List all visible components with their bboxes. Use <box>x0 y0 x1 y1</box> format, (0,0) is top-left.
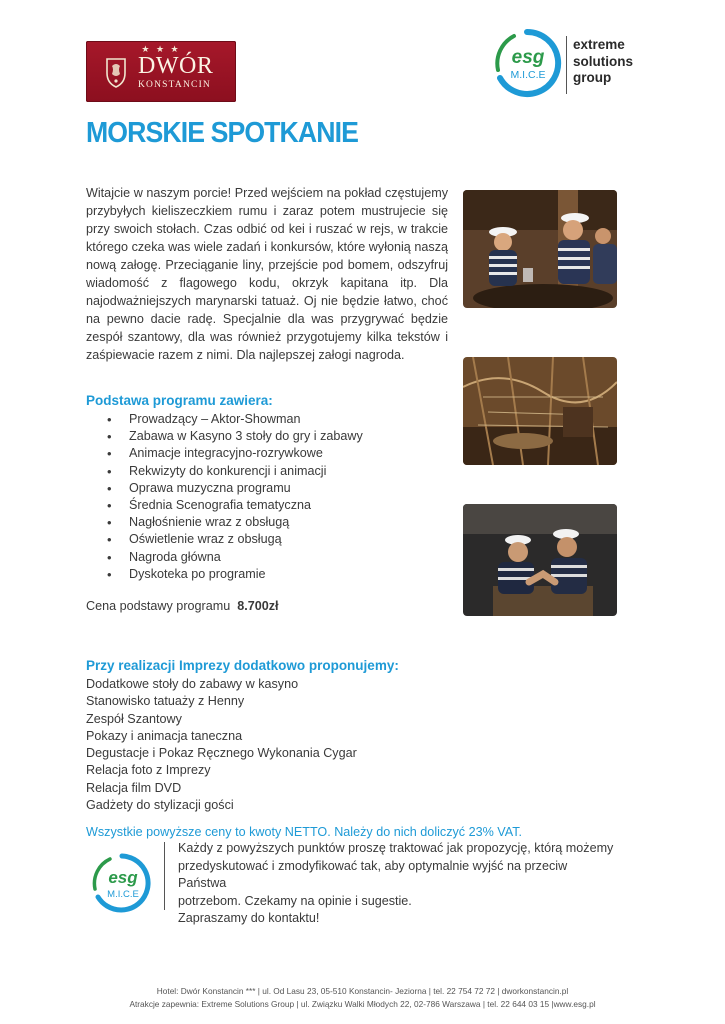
partner-logo-word: solutions <box>573 53 633 69</box>
closing-text <box>178 840 618 928</box>
list-item: Zespół Szantowy <box>86 711 182 726</box>
closing-line: Zapraszamy do kontaktu! <box>178 911 320 925</box>
price-label: Cena podstawy programu <box>86 599 231 613</box>
page-title: MORSKIE SPOTKANIE <box>86 117 358 149</box>
crest-icon <box>103 55 129 89</box>
esg-mice-small-icon <box>88 853 156 913</box>
list-item: Degustacje i Pokaz Ręcznego Wykonania Cygar <box>86 746 357 761</box>
closing-line: przedyskutować i zmodyfikować tak, aby optymalnie wyjść na przeciw Państwa <box>178 858 568 890</box>
list-item: • Animacje integracyjno-rozrywkowe <box>106 445 363 462</box>
list-item: • Oprawa muzyczna programu <box>106 480 363 497</box>
footer-line-hotel: Hotel: Dwór Konstancin *** | ul. Od Lasu 23, 05-510 Konstancin- Jeziorna | tel. 22 754 72 72 | dworkonstancin.pl <box>156 986 569 996</box>
price-value: 8.700zł <box>237 599 279 613</box>
basic-program-list <box>106 411 363 583</box>
hotel-logo <box>86 41 236 102</box>
esg-mice-icon <box>492 28 562 98</box>
hotel-logo-subname: KONSTANCIN <box>138 80 211 90</box>
partner-logo-divider <box>566 36 567 94</box>
list-item: Pokazy i animacja taneczna <box>86 728 243 743</box>
photo-arm-wrestling <box>463 504 617 616</box>
extra-offer-heading: Przy realizacji Imprezy dodatkowo proponujemy: <box>86 658 399 673</box>
partner-logo-words <box>573 37 633 87</box>
basic-program-heading: Podstawa programu zawiera: <box>86 393 273 408</box>
list-item: • Nagłośnienie wraz z obsługą <box>106 514 363 531</box>
list-item: • Średnia Scenografia tematyczna <box>106 497 363 514</box>
list-item: • Zabawa w Kasyno 3 stoły do gry i zabawy <box>106 428 363 445</box>
hotel-logo-stars: ★ ★ ★ <box>141 44 181 54</box>
photo-ship-rigging <box>463 357 617 465</box>
list-item: Dodatkowe stoły do zabawy w kasyno <box>86 677 299 691</box>
esg-mark-text: esg <box>511 47 545 68</box>
partner-logo-word: extreme <box>573 37 625 52</box>
price-line <box>86 599 279 613</box>
closing-divider <box>164 842 165 910</box>
closing-line: potrzebom. Czekamy na opinie i sugestie. <box>178 893 412 908</box>
esg-mark-sub: M.I.C.E <box>510 69 546 81</box>
intro-paragraph: Witajcie w naszym porcie! Przed wejściem na pokład częstujemy przybyłych kieliszeczkiem rumu i zaraz potem mustrujecie się przy swoich stołach. Czas odbić od kei i ruszać w rejs, w trakcie którego czeka was wiele zadań i konkursów, które wyłonią naszą nową załogę. Przeciąganie liny, przejście pod bomem, odszyfruj wiadomość z flagowego kodu, okrzyk kapitana itp. Dla najodważniejszych marynarski tatuaż. Oj nie będzie łatwo, choć na pewno dacie radę. Specjalnie dla was przygrywać będzie zespół szantowy, dla was również przygotujemy kilka tekstów i zaśpiewacie razem z nimi. Dla najlepszej załogi nagroda. <box>86 186 448 362</box>
list-item: • Prowadzący – Aktor-Showman <box>106 411 363 428</box>
footer <box>0 985 725 1011</box>
partner-logo-word: group <box>573 70 612 85</box>
list-item: • Nagroda główna <box>106 549 363 566</box>
esg-small-mark: esg <box>108 868 138 887</box>
list-item: Stanowisko tatuaży z Henny <box>86 694 245 709</box>
hotel-logo-name: DWÓR <box>138 53 214 79</box>
list-item: Relacja film DVD <box>86 780 182 795</box>
list-item: • Dyskoteka po programie <box>106 566 363 583</box>
list-item: • Oświetlenie wraz z obsługą <box>106 531 363 548</box>
closing-line: Każdy z powyższych punktów proszę traktować jak propozycję, którą możemy <box>178 841 614 855</box>
partner-logo <box>492 28 642 98</box>
esg-small-mark-sub: M.I.C.E <box>107 889 139 900</box>
list-item: Gadżety do stylizacji gości <box>86 798 234 813</box>
list-item: • Rekwizyty do konkurencji i animacji <box>106 463 363 480</box>
extra-offer-list <box>86 676 357 814</box>
vat-note: Wszystkie powyższe ceny to kwoty NETTO. Należy do nich doliczyć 23% VAT. <box>86 825 523 839</box>
photo-sailors-at-table <box>463 190 617 308</box>
footer-line-esg: Atrakcje zapewnia: Extreme Solutions Group | ul. Związku Walki Młodych 22, 02-786 Warszawa | tel. 22 644 03 15 |www.esg.pl <box>129 999 596 1009</box>
list-item: Relacja foto z Imprezy <box>86 763 211 778</box>
